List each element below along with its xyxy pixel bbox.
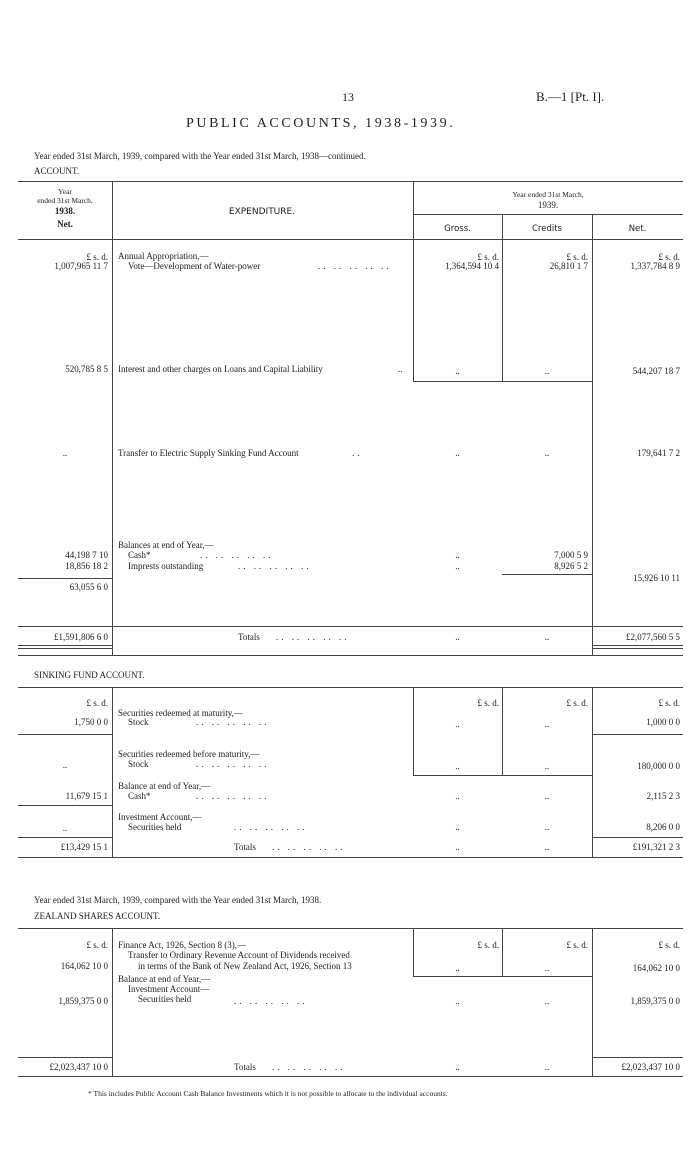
value-net: 15,926 10 11 [633,573,680,583]
value-gross: .. [455,1062,460,1072]
value-net: 2,115 2 3 [646,791,680,801]
rule [592,214,593,655]
section-title: ZEALAND SHARES ACCOUNT. [34,911,161,921]
col-header-gross: Gross. [444,224,471,234]
row-label: Vote—Development of Water-power [128,261,261,271]
col-header-year: 1938. [54,206,76,216]
value-gross: .. [455,561,460,571]
row-label: Cash* [128,550,151,560]
dot-leader: .. .. .. .. .. [200,550,274,560]
value-credits: .. [544,963,550,973]
page-number: 13 [342,90,354,104]
value-1938: 1,859,375 0 0 [58,996,108,1006]
rule [18,1076,683,1077]
row-label: Securities redeemed before maturity,— [118,749,260,759]
row-label: Transfer to Ordinary Revenue Account of Dividends received [128,950,350,960]
rule [592,645,683,646]
unit-label: £ s. d. [477,252,499,262]
value-gross: 1,364,594 10 4 [445,261,499,271]
row-label: Interest and other charges on Loans and Capital Liability [118,364,323,374]
value-1938: 63,055 6 0 [69,582,108,592]
dot-leader: .. .. .. .. .. [234,822,308,832]
rule [18,655,683,656]
value-1938: 18,856 18 2 [65,561,108,571]
value-1938: .. [62,823,68,833]
value-1938: 11,679 15 1 [65,791,108,801]
value-1938: 44,198 7 10 [65,550,108,560]
row-label: Investment Account— [128,984,210,994]
col-header-net: Net. [57,219,73,229]
total-1938: £1,591,806 6 0 [54,632,108,642]
value-gross: .. [455,719,460,729]
row-label: Cash* [128,791,151,801]
totals-label: Totals [234,842,256,852]
total-1938: £2,023,437 10 0 [49,1062,108,1072]
rule [592,734,683,735]
rule [413,181,414,381]
rule [18,645,112,646]
row-label: Balance at end of Year,— [118,974,211,984]
dot-leader: .. [398,364,403,374]
value-net: 8,206 0 0 [646,822,680,832]
value-1938: .. [62,448,68,458]
rule [112,928,113,1076]
rule [18,687,683,688]
value-credits: .. [544,791,550,801]
unit-label: £ s. d. [658,252,680,262]
rule [592,928,593,1076]
rule [112,181,113,655]
rule [18,928,683,929]
dot-leader: .. .. .. .. .. [196,759,270,769]
unit-label: £ s. d. [477,940,499,950]
rule [592,687,593,857]
rule [18,239,683,240]
rule [413,976,592,977]
page-title: PUBLIC ACCOUNTS, 1938-1939. [186,116,456,131]
unit-label: £ s. d. [566,940,588,950]
rule [413,381,592,382]
row-label: Securities held [138,994,192,1004]
value-gross: .. [455,761,460,771]
section-title: ACCOUNT. [34,166,80,176]
rule [18,648,112,649]
rule [18,1057,112,1058]
value-credits: 26,810 1 7 [549,261,588,271]
value-gross: .. [455,366,460,376]
value-gross: .. [455,791,460,801]
footnote: * This includes Public Account Cash Balance Investments which it is not possible to allocate to the individual accounts. [88,1089,448,1098]
value-credits: .. [544,842,550,852]
value-credits: 7,000 5 9 [554,550,588,560]
totals-label: Totals [234,1062,256,1072]
rule [18,181,683,182]
row-label: Stock [128,717,149,727]
rule [502,214,503,381]
row-label: Imprests outstanding [128,561,204,571]
value-net: 1,337,784 8 9 [630,261,680,271]
rule [18,805,112,806]
value-credits: .. [544,448,550,458]
total-net: £191,321 2 3 [632,842,680,852]
dot-leader: .. .. .. .. .. [272,1062,346,1072]
dot-leader: .. [352,448,363,458]
total-1938: £13,429 15 1 [60,842,108,852]
row-label: Balances at end of Year,— [118,540,214,550]
value-gross: .. [455,448,460,458]
value-credits: .. [544,366,550,376]
col-header-year: ended 31st March, [37,196,93,205]
table-subtitle: Year ended 31st March, 1939, compared with the Year ended 31st March, 1938. [34,895,322,905]
col-header-year-ended: 1939. [537,200,559,210]
row-label: Annual Appropriation,— [118,251,209,261]
rule [592,1057,683,1058]
row-label: in terms of the Bank of New Zealand Act, 1926, Section 13 [138,961,352,971]
unit-label: £ s. d. [658,940,680,950]
value-credits: 8,926 5 2 [554,561,588,571]
unit-label: £ s. d. [86,252,108,262]
value-credits: .. [544,719,550,729]
rule [18,734,112,735]
row-label: Balance at end of Year,— [118,781,211,791]
value-net: 544,207 18 7 [632,366,680,376]
col-header-expenditure: EXPENDITURE. [228,207,296,217]
rule [413,214,683,215]
value-credits: .. [544,822,550,832]
value-credits: .. [544,996,550,1006]
dot-leader: .. .. .. .. .. [234,996,308,1006]
value-gross: .. [455,822,460,832]
rule [502,574,592,575]
col-header-credits: Credits [532,224,562,234]
value-net: 180,000 0 0 [637,761,680,771]
unit-label: £ s. d. [477,698,499,708]
section-title: SINKING FUND ACCOUNT. [34,670,145,680]
row-label: Securities redeemed at maturity,— [118,708,243,718]
rule [592,648,683,649]
rule [18,837,112,838]
col-header-year-ended: Year ended 31st March, [512,190,584,199]
unit-label: £ s. d. [566,698,588,708]
document-reference: B.—1 [Pt. I]. [536,89,605,104]
dot-leader: .. .. .. .. .. [196,717,270,727]
dot-leader: .. .. .. .. .. [318,261,392,271]
value-net: 1,859,375 0 0 [630,996,680,1006]
value-net: 164,062 10 0 [632,963,680,973]
value-credits: .. [544,761,550,771]
rule [592,837,683,838]
dot-leader: .. .. .. .. .. [196,791,270,801]
value-gross: .. [455,842,460,852]
value-1938: 164,062 10 0 [60,961,108,971]
value-credits: .. [544,632,550,642]
rule [18,578,112,579]
rule [18,857,683,858]
dot-leader: .. .. .. .. .. [276,632,350,642]
value-gross: .. [455,550,460,560]
value-net: 179,641 7 2 [637,448,680,458]
row-label: Securities held [128,822,182,832]
dot-leader: .. .. .. .. .. [238,561,312,571]
dot-leader: .. .. .. .. .. [272,842,346,852]
value-gross: .. [455,632,460,642]
total-net: £2,023,437 10 0 [621,1062,680,1072]
value-gross: .. [455,963,460,973]
row-label: Transfer to Electric Supply Sinking Fund Account [118,448,299,458]
row-label: Finance Act, 1926, Section 8 (3),— [118,940,246,950]
unit-label: £ s. d. [566,252,588,262]
unit-label: £ s. d. [658,698,680,708]
row-label: Stock [128,759,149,769]
value-1938: 1,007,965 11 7 [54,261,108,271]
table-subtitle: Year ended 31st March, 1939, compared with the Year ended 31st March, 1938—continued. [34,151,366,161]
total-net: £2,077,560 5 5 [626,632,680,642]
row-label: Investment Account,— [118,812,202,822]
value-credits: .. [544,1062,550,1072]
rule [18,626,683,627]
value-1938: 520,785 8 5 [65,364,108,374]
col-header-net: Net. [628,224,647,234]
unit-label: £ s. d. [86,940,108,950]
value-gross: .. [455,996,460,1006]
rule [112,687,113,857]
totals-label: Totals [238,632,260,642]
value-1938: .. [62,760,68,770]
unit-label: £ s. d. [86,698,108,708]
col-header-year: Year [58,187,72,196]
value-1938: 1,750 0 0 [74,717,108,727]
rule [413,775,592,776]
value-net: 1,000 0 0 [646,717,680,727]
